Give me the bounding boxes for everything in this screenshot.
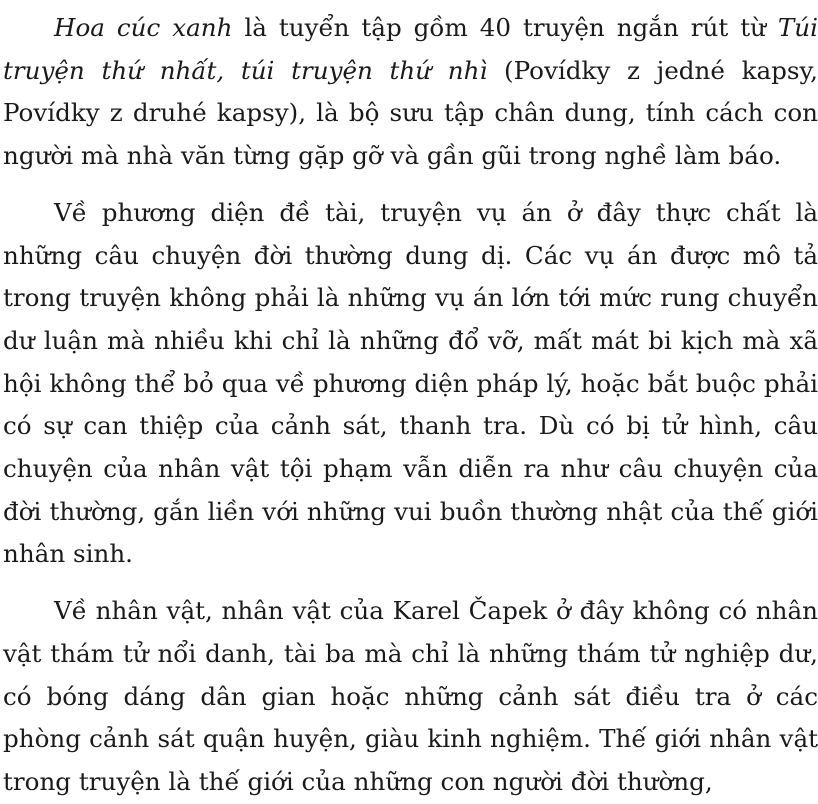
paragraph-intro xyxy=(3,7,818,178)
paragraph-theme: Về phương diện đề tài, truyện vụ án ở đây thực chất là những câu chuyện đời thường dung dị. Các vụ án được mô tả trong truyện không phải là những vụ án lớn tới mức rung chuyển dư luận mà nhiều khi chỉ là những đổ vỡ, mất mát bi kịch mà xã hội không thể bỏ qua về phương diện pháp lý, hoặc bắt buộc phải có sự can thiệp của cảnh sát, thanh tra. Dù có bị tử hình, câu chuyện của nhân vật tội phạm vẫn diễn ra như câu chuyện của đời thường, gắn liền với những vui buồn thường nhật của thế giới nhân sinh. xyxy=(3,197,818,569)
intro-text-b: (Povídky z jedné kapsy, Povídky z druhé kapsy), là bộ sưu tập chân dung, tính cách con người mà nhà văn từng gặp gỡ và gần gũi trong nghề làm báo. xyxy=(3,55,818,171)
collection-title: Túi truyện thứ nhất, túi truyện thứ nhì xyxy=(3,13,818,85)
document-page xyxy=(3,0,818,804)
intro-text-a: là tuyển tập gồm 40 truyện ngắn rút từ xyxy=(232,13,778,42)
book-title: Hoa cúc xanh xyxy=(54,13,233,42)
paragraph-characters: Về nhân vật, nhân vật của Karel Čapek ở đây không có nhân vật thám tử nổi danh, tài ba mà chỉ là những thám tử nghiệp dư, có bóng dáng dân gian hoặc những cảnh sát điều tra ở các phòng cảnh sát quận huyện, giàu kinh nghiệm. Thế giới nhân vật trong truyện là thế giới của những con người đời thường, xyxy=(3,596,818,796)
